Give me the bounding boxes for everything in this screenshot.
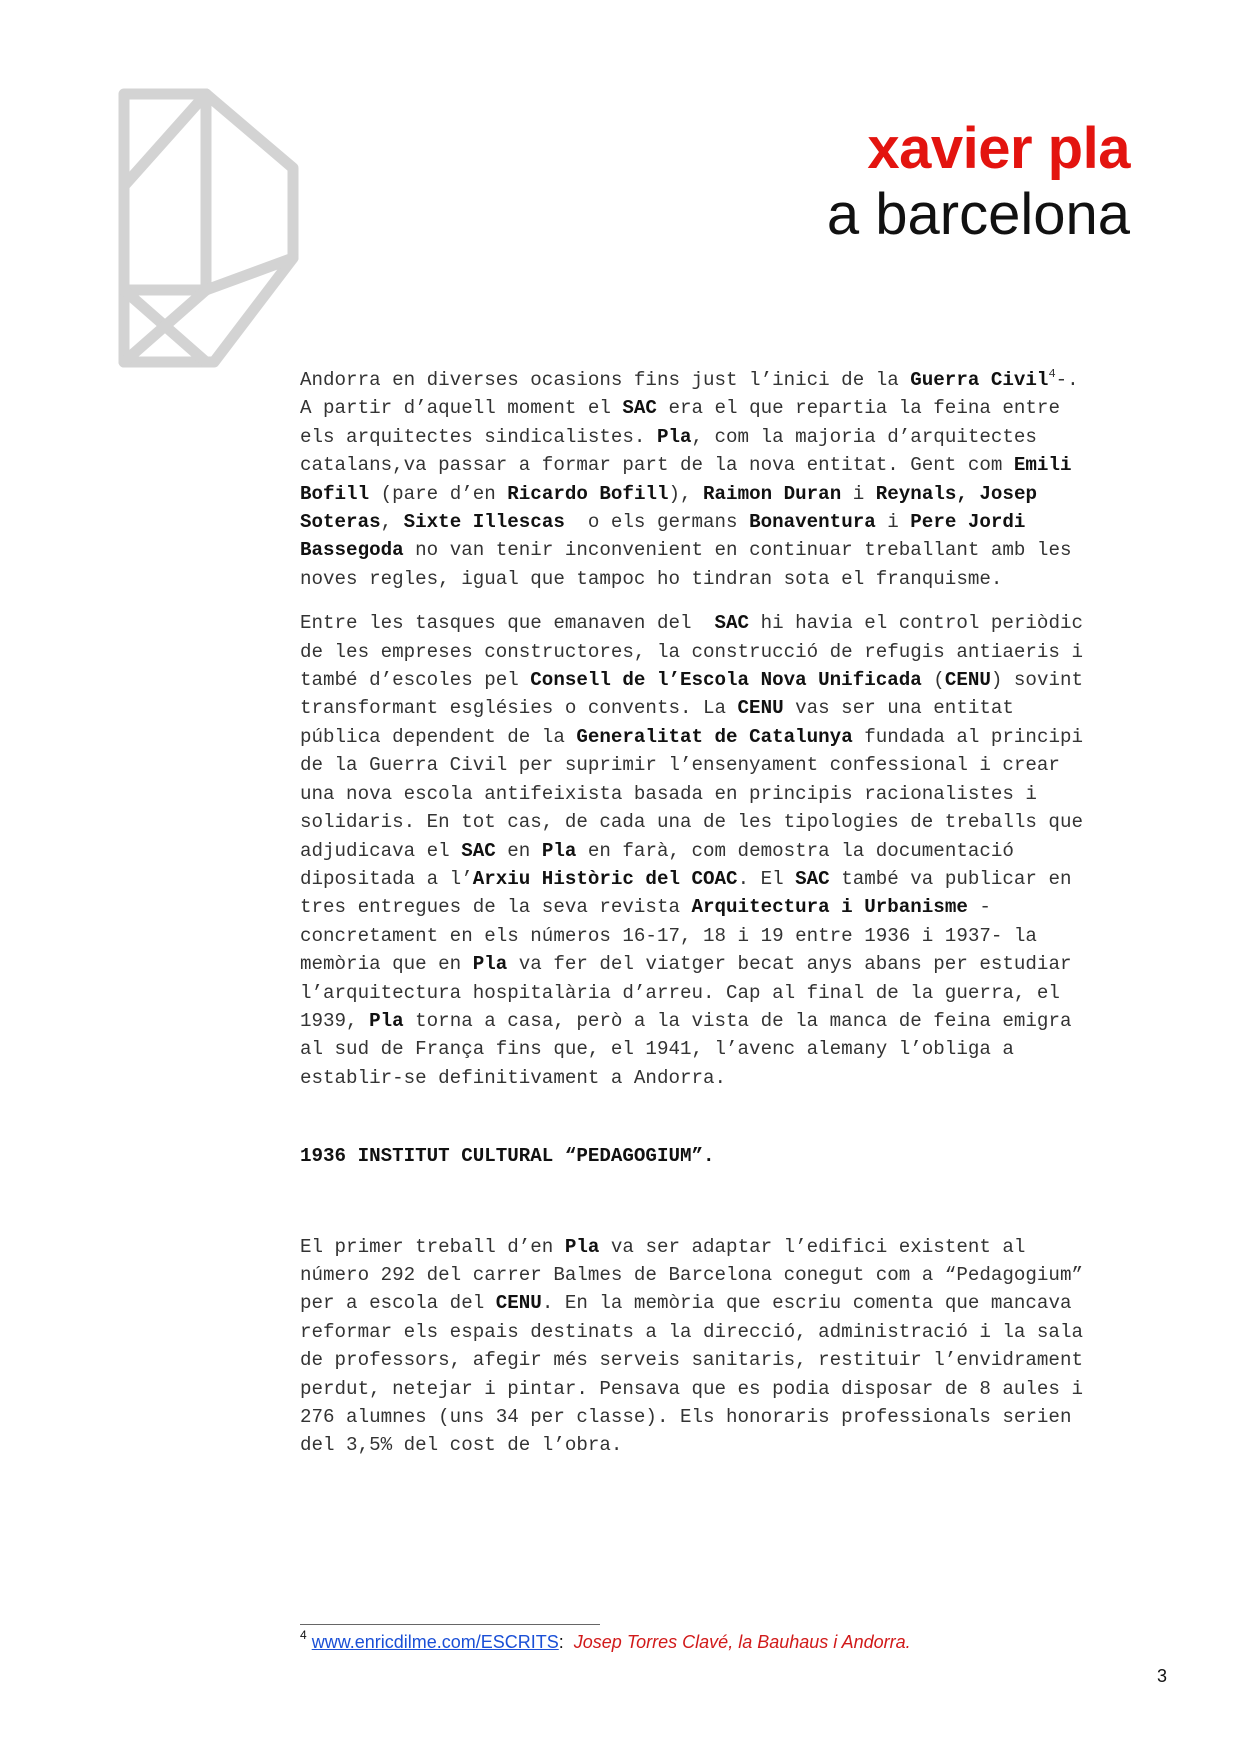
text-line: adjudicava el SAC en Pla en farà, com demostra la documentació <box>300 839 1014 862</box>
text-line: de la Guerra Civil per suprimir l’ensenyament confessional i crear <box>300 754 1060 777</box>
text-line: número 292 del carrer Balmes de Barcelona conegut com a “Pedagogium” <box>300 1263 1083 1286</box>
text-line: dipositada a l’Arxiu Històric del COAC. El SAC també va publicar en <box>300 867 1072 890</box>
text-line: de les empreses constructores, la construcció de refugis antiaeris i <box>300 640 1083 663</box>
text-line: perdut, netejar i pintar. Pensava que es podia disposar de 8 aules i <box>300 1377 1083 1400</box>
text-line: també d’escoles pel Consell de l’Escola Nova Unificada (CENU) sovint <box>300 669 1084 692</box>
document-header <box>826 116 1130 247</box>
text-line: Entre les tasques que emanaven del SAC hi havia el control periòdic <box>300 612 1083 635</box>
text-line: 1939, Pla torna a casa, però a la vista de la manca de feina emigra <box>300 1009 1072 1032</box>
header-title-name: xavier pla <box>867 116 1130 181</box>
text-line: establir-se definitivament a Andorra. <box>300 1066 727 1089</box>
footnote-separator <box>300 1624 600 1625</box>
text-line: Bassegoda no van tenir inconvenient en continuar treballant amb les <box>300 539 1072 562</box>
text-line: transformant esglésies o convents. La CENU vas ser una entitat <box>300 697 1014 720</box>
text-line: Andorra en diverses ocasions fins just l’inici de la Guerra Civil$^4$-. <box>300 367 1079 391</box>
footnote-separator-text: : <box>558 1632 574 1652</box>
page-number: 3 <box>1157 1666 1168 1686</box>
text-line: per a escola del CENU. En la memòria que escriu comenta que mancava <box>300 1292 1072 1315</box>
text-line: del 3,5% del cost de l’obra. <box>300 1434 623 1457</box>
text-line: El primer treball d’en Pla va ser adaptar l’edifici existent al <box>300 1235 1026 1258</box>
footnote <box>300 1628 911 1653</box>
text-line: els arquitectes sindicalistes. Pla, com la majoria d’arquitectes <box>300 425 1037 448</box>
document-body <box>300 366 1160 1476</box>
text-line: Bofill (pare d’en Ricardo Bofill), Raimon Duran i Reynals, Josep <box>300 482 1037 505</box>
paragraph-1 <box>300 366 1160 593</box>
text-line: l’arquitectura hospitalària d’arreu. Cap al final de la guerra, el <box>300 981 1060 1004</box>
header-title-subtitle: a barcelona <box>826 182 1130 247</box>
text-line: noves regles, igual que tampoc ho tindran sota el franquisme. <box>300 567 1003 590</box>
text-line: 276 alumnes (uns 34 per classe). Els honoraris professionals serien <box>300 1406 1072 1428</box>
text-line: catalans,va passar a formar part de la nova entitat. Gent com Emili <box>300 454 1072 477</box>
footnote-title: Josep Torres Clavé, la Bauhaus i Andorra. <box>573 1632 911 1652</box>
text-line: pública dependent de la Generalitat de Catalunya fundada al principi <box>300 725 1084 748</box>
text-line: reformar els espais destinats a la direcció, administració i la sala <box>300 1320 1083 1343</box>
text-line: solidaris. En tot cas, de cada una de les tipologies de treballs que <box>300 811 1083 834</box>
footnote-reference[interactable]: 4 <box>1048 367 1056 381</box>
text-line: tres entregues de la seva revista Arquitectura i Urbanisme - <box>300 896 991 919</box>
text-line: una nova escola antifeixista basada en principis racionalistes i <box>300 782 1037 805</box>
xavier-pla-logo-icon <box>118 88 318 368</box>
text-line: de professors, afegir més serveis sanitaris, restituir l’envidrament <box>300 1349 1083 1372</box>
paragraph-3 <box>300 1233 1160 1460</box>
footnote-link[interactable]: www.enricdilme.com/ESCRITS <box>311 1632 559 1652</box>
text-line: memòria que en Pla va fer del viatger becat anys abans per estudiar <box>300 953 1072 976</box>
section-heading: 1936 INSTITUT CULTURAL “PEDAGOGIUM”. <box>300 1145 715 1168</box>
text-line: al sud de França fins que, el 1941, l’avenc alemany l’obliga a <box>300 1038 1014 1061</box>
paragraph-2 <box>300 609 1160 1092</box>
footnote-marker: 4 <box>300 1628 307 1642</box>
text-line: concretament en els números 16-17, 18 i 19 entre 1936 i 1937- la <box>300 924 1037 947</box>
text-line: A partir d’aquell moment el SAC era el que repartia la feina entre <box>300 397 1060 420</box>
text-line: Soteras, Sixte Illescas o els germans Bonaventura i Pere Jordi <box>300 511 1026 534</box>
